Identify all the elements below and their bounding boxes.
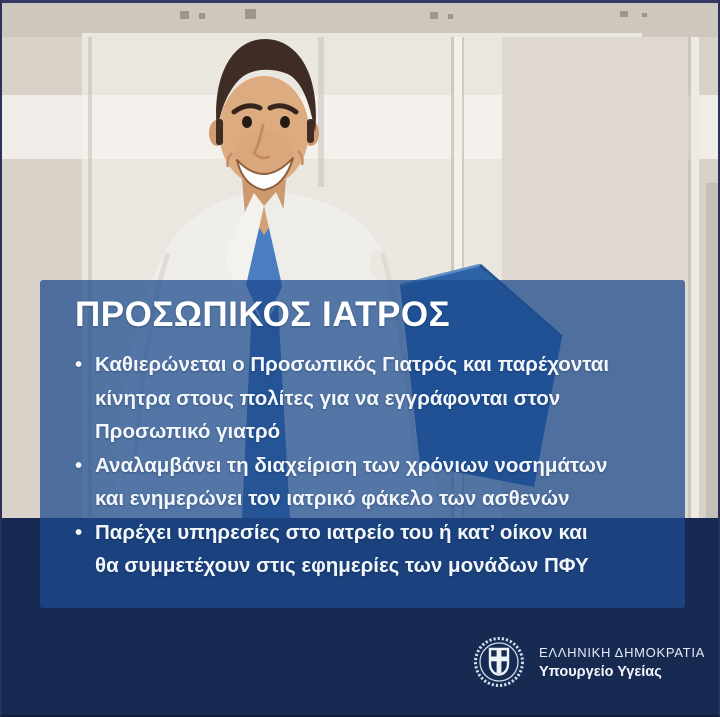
info-panel <box>40 280 685 608</box>
ministry-footer <box>472 633 705 691</box>
bullet-item-personal-doctor <box>74 348 661 449</box>
bullet-marker: • <box>75 353 83 376</box>
panel-title: ΠΡΟΣΩΠΙΚΟΣ ΙΑΤΡΟΣ <box>75 295 451 334</box>
bullet-marker: • <box>75 453 83 477</box>
bullet-line: Αναλαμβάνει τη διαχείριση των χρόνιων νοσημάτων <box>95 453 608 477</box>
ministry-name: Υπουργείο Υγείας <box>539 663 662 680</box>
bullet-list <box>74 348 661 583</box>
org-name: ΕΛΛΗΝΙΚΗ ΔΗΜΟΚΡΑΤΙΑ <box>539 644 705 660</box>
ministry-text-block <box>539 645 705 680</box>
cross-shield <box>490 649 508 675</box>
hellenic-republic-emblem-icon <box>472 635 526 689</box>
bullet-line: Προσωπικό γιατρό <box>95 420 281 443</box>
bullet-item-chronic-care <box>74 449 661 516</box>
bullet-line: Παρέχει υπηρεσίες στο ιατρείο του ή κατ’ οίκον και <box>95 520 588 544</box>
bullet-line: Καθιερώνεται ο Προσωπικός Γιατρός και παρέχονται <box>95 353 610 376</box>
bullet-line: κίνητρα στους πολίτες για να εγγράφονται στον <box>95 386 561 410</box>
bullet-line: θα συμμετέχουν στις εφημερίες των μονάδων ΠΦΥ <box>95 554 589 577</box>
bullet-item-services <box>74 516 661 583</box>
bullet-marker: • <box>75 520 83 544</box>
bullet-line: και ενημερώνει τον ιατρικό φάκελο των ασθενών <box>95 487 570 510</box>
